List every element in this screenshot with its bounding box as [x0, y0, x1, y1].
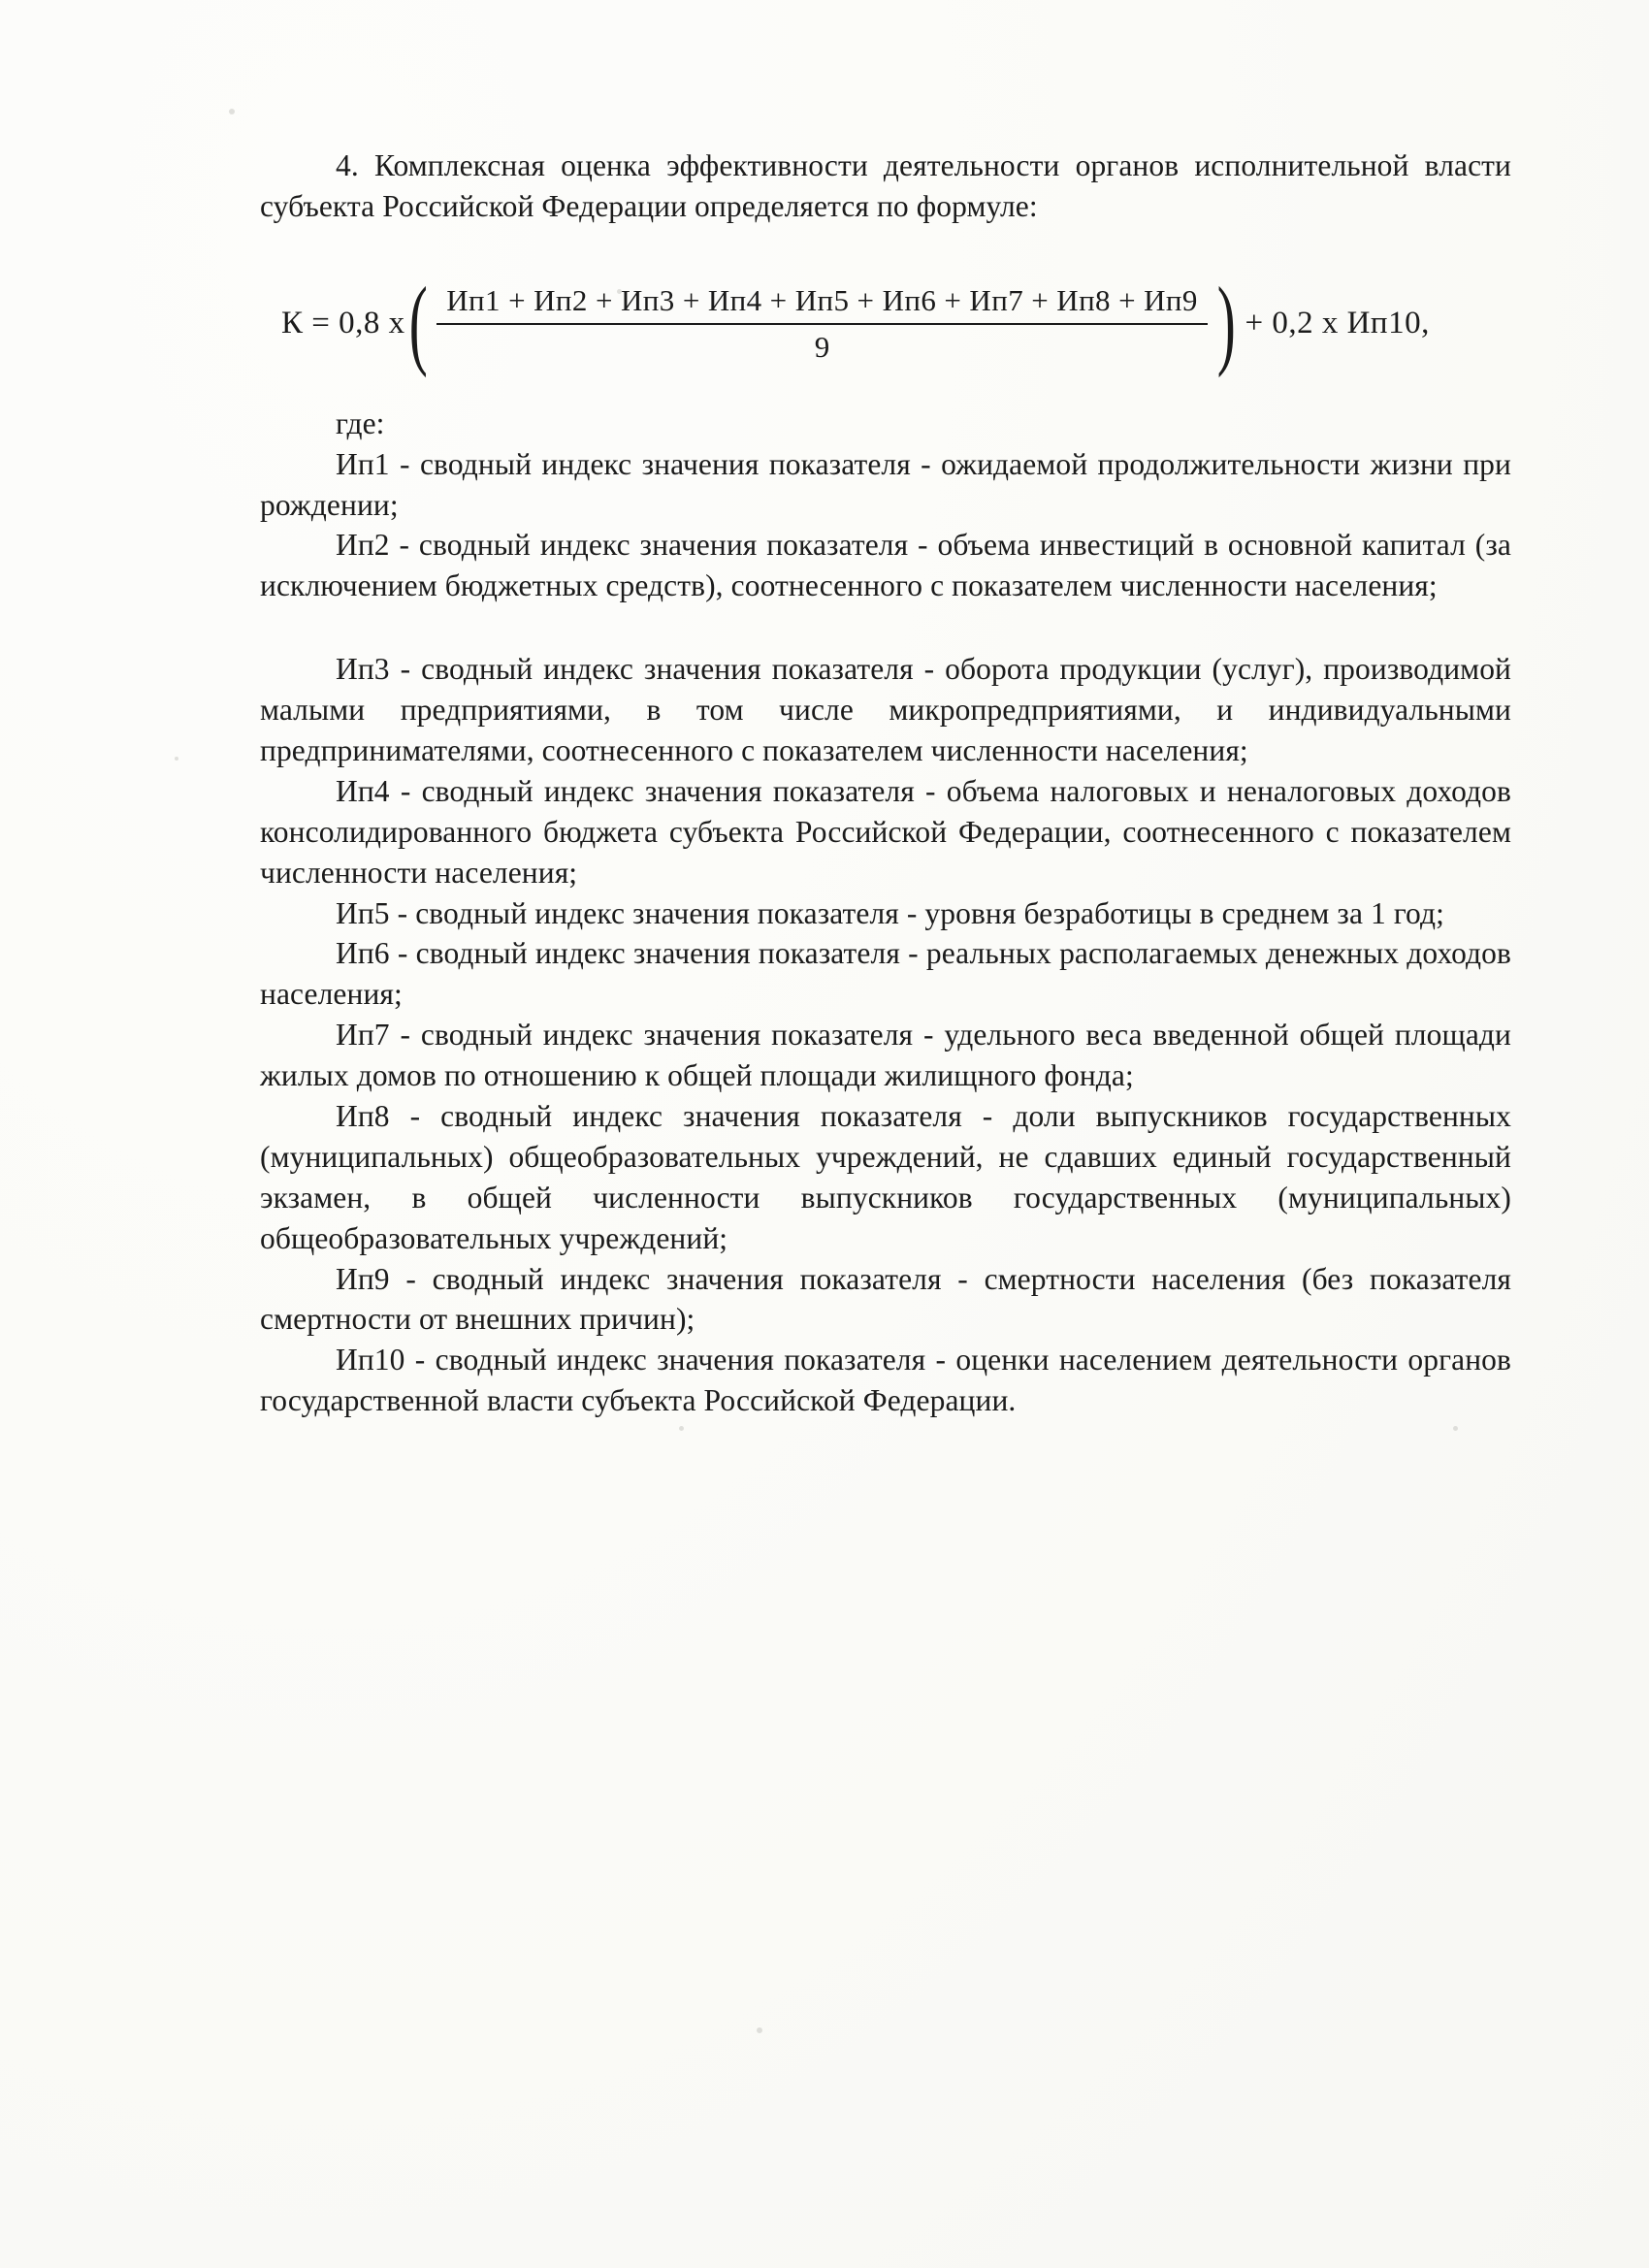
formula-numerator: Ип1 + Ип2 + Ип3 + Ип4 + Ип5 + Ип6 + Ип7 + Ип8 + Ип9 — [446, 282, 1198, 317]
definition-ip2: Ип2 - сводный индекс значения показателя - объема инвестиций в основной капитал (за исключением бюджетных средств), соотнесенного с показателем численности населения; — [260, 528, 1511, 603]
scan-speck — [175, 757, 178, 761]
scan-speck — [757, 2027, 762, 2033]
formula-open-paren: ( — [408, 267, 428, 379]
complex-assessment-formula — [260, 267, 1511, 379]
document-body — [260, 146, 1511, 1421]
scan-speck — [679, 1426, 684, 1431]
scan-speck — [229, 109, 235, 114]
definition-ip8: Ип8 - сводный индекс значения показателя - доли выпускников государственных (муниципальных) общеобразовательных учреждений, не сдавших единый государственный экзамен, в общей численности выпускников государственных (муниципальных) общеобразовательных учреждений; — [260, 1099, 1511, 1255]
formula-denominator: 9 — [814, 329, 830, 364]
formula-fraction — [436, 283, 1208, 365]
paragraph-gap — [260, 606, 1511, 649]
definition-ip9: Ип9 - сводный индекс значения показателя - смертности населения (без показателя смертности от внешних причин); — [260, 1261, 1511, 1337]
definition-ip1: Ип1 - сводный индекс значения показателя - ожидаемой продолжительности жизни при рождении; — [260, 446, 1511, 522]
definition-ip5: Ип5 - сводный индекс значения показателя - уровня безработицы в среднем за 1 год; — [336, 895, 1444, 930]
definition-ip10: Ип10 - сводный индекс значения показателя - оценки населением деятельности органов государственной власти субъекта Российской Федерации. — [260, 1343, 1511, 1418]
definition-ip3: Ип3 - сводный индекс значения показателя - оборота продукции (услуг), производимой малыми предприятиями, в том числе микропредприятиями, и индивидуальными предпринимателями, соотнесенного с показателем численности населения; — [260, 652, 1511, 768]
scan-speck — [1453, 1426, 1458, 1431]
formula-tail: + 0,2 х Ип10, — [1245, 306, 1430, 341]
intro-paragraph: 4. Комплексная оценка эффективности деятельности органов исполнительной власти субъекта Российской Федерации определяется по формуле: — [260, 148, 1511, 223]
definition-ip7: Ип7 - сводный индекс значения показателя - удельного веса введенной общей площади жилых домов по отношению к общей площади жилищного фонда; — [260, 1018, 1511, 1093]
definition-ip6: Ип6 - сводный индекс значения показателя - реальных располагаемых денежных доходов населения; — [260, 936, 1511, 1012]
formula-lead: К = 0,8 х — [281, 306, 405, 341]
formula-close-paren: ) — [1216, 267, 1236, 379]
where-label: где: — [336, 405, 385, 440]
definition-ip4: Ип4 - сводный индекс значения показателя - объема налоговых и неналоговых доходов консолидированного бюджета субъекта Российской Федерации, соотнесенного с показателем численности населения; — [260, 773, 1511, 890]
